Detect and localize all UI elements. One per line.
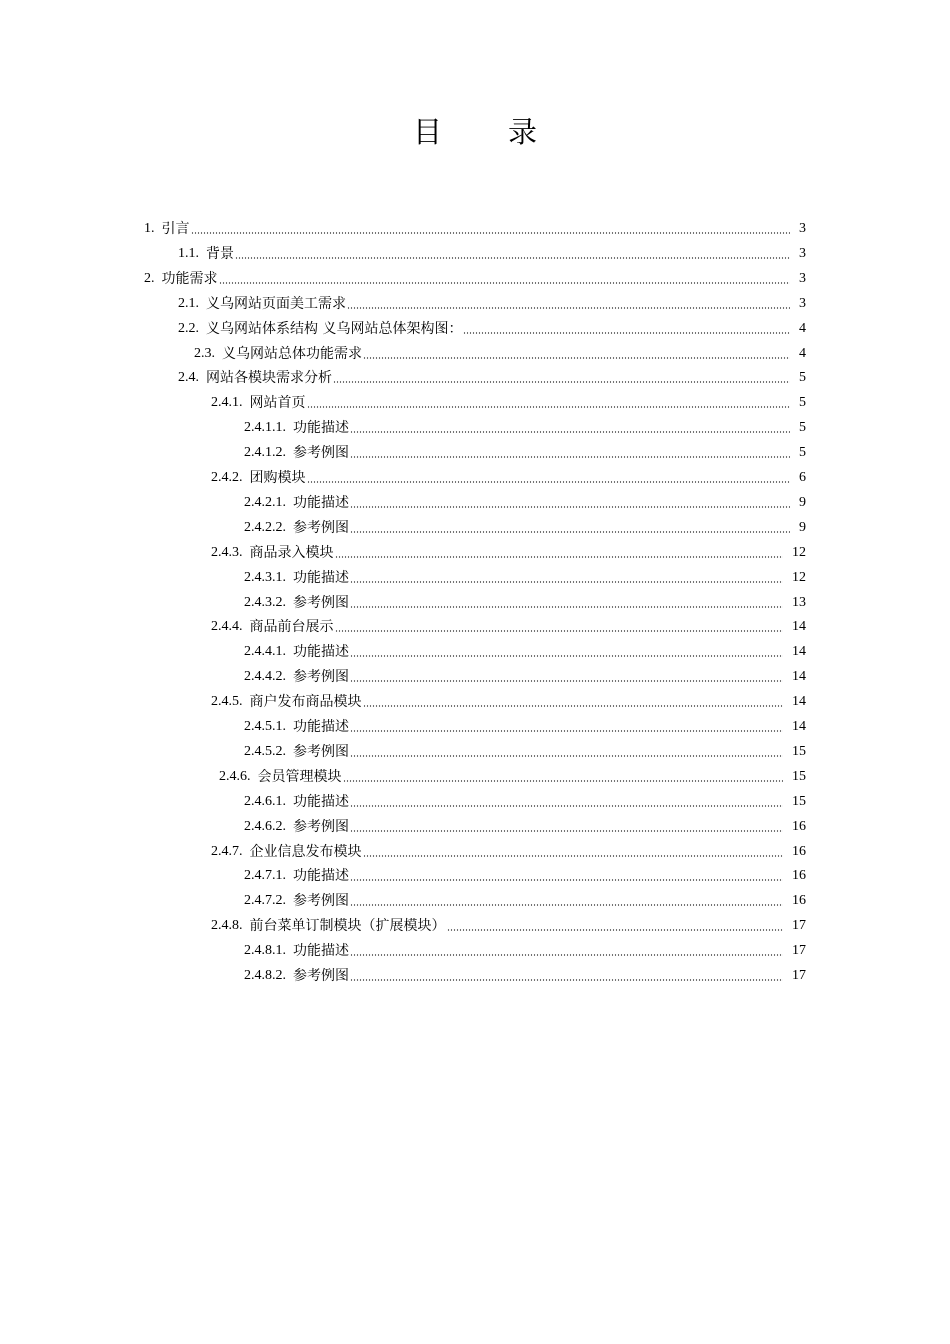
toc-entry-page: 14 <box>792 694 806 710</box>
page-title: 目录 <box>412 115 603 149</box>
toc-dot-leader <box>350 879 783 881</box>
toc-dot-leader <box>350 979 783 981</box>
toc-dot-leader <box>350 431 790 433</box>
toc-dot-leader <box>463 332 790 334</box>
toc-entry-page: 14 <box>792 644 806 660</box>
toc-entry-page: 3 <box>799 245 806 261</box>
toc-entry-page: 4 <box>799 345 806 361</box>
toc-entry-title: 功能描述 <box>293 569 349 586</box>
toc-entry-title: 功能描述 <box>293 719 349 735</box>
toc-entry[interactable] <box>244 888 806 910</box>
toc-entry-number: 2.4.2.2. <box>244 519 286 535</box>
toc-entry-title: 功能描述 <box>293 943 349 960</box>
toc-entry-page: 16 <box>792 818 806 834</box>
toc-entry[interactable] <box>244 515 806 537</box>
toc-entry-page: 15 <box>792 743 806 759</box>
toc-entry-title: 功能需求 <box>161 270 218 287</box>
toc-entry-number: 2.4.4.2. <box>244 669 286 685</box>
toc-entry-number: 2.2. <box>178 320 199 336</box>
toc-entry-title: 参考例图 <box>293 818 349 835</box>
toc-entry-page: 5 <box>799 445 806 461</box>
toc-entry-number: 2.4.6.2. <box>244 818 286 834</box>
toc-dot-leader <box>350 954 783 956</box>
toc-entry-number: 1.1. <box>178 245 199 261</box>
toc-entry[interactable] <box>194 341 806 363</box>
toc-entry-page: 3 <box>799 295 806 311</box>
toc-entry-title: 参考例图 <box>293 743 349 760</box>
toc-entry[interactable] <box>244 739 806 761</box>
toc-entry-number: 2.4.5.1. <box>244 719 286 734</box>
toc-entry-title: 背景 <box>206 245 234 262</box>
toc-entry-title: 网站各模块需求分析 <box>206 370 332 387</box>
toc-dot-leader <box>350 531 790 533</box>
toc-entry[interactable] <box>244 963 806 985</box>
toc-entry-number: 1. <box>144 221 155 236</box>
toc-entry[interactable] <box>178 241 806 263</box>
toc-entry-title: 团购模块 <box>249 470 306 486</box>
toc-entry-title: 参考例图 <box>293 445 349 462</box>
toc-entry-title: 商品录入模块 <box>249 544 334 561</box>
toc-entry-number: 2.4.6. <box>219 768 251 784</box>
toc-dot-leader <box>350 730 783 732</box>
toc-entry-number: 2.4.8.2. <box>244 968 286 983</box>
toc-entry-page: 15 <box>792 793 806 809</box>
toc-entry[interactable] <box>244 440 806 462</box>
toc-entry-page: 12 <box>792 544 806 560</box>
toc-entry[interactable] <box>178 365 806 387</box>
toc-entry-number: 2.4.5. <box>211 694 243 710</box>
toc-entry-title: 功能描述 <box>293 494 349 511</box>
toc-entry-number: 2.4.3. <box>211 544 243 560</box>
toc-entry-number: 2.4.2.1. <box>244 494 286 510</box>
toc-dot-leader <box>363 705 784 707</box>
toc-entry-number: 2.4.6.1. <box>244 793 286 809</box>
toc-entry-number: 2. <box>144 270 155 286</box>
toc-entry-number: 2.4.4. <box>211 619 243 635</box>
toc-dot-leader <box>350 755 783 757</box>
toc-entry[interactable] <box>244 814 806 836</box>
toc-entry-number: 2.4. <box>178 370 199 386</box>
toc-entry-page: 16 <box>792 843 806 859</box>
toc-dot-leader <box>350 805 783 807</box>
toc-entry-page: 14 <box>792 669 806 685</box>
toc-entry-page: 14 <box>792 719 806 734</box>
toc-entry[interactable] <box>244 863 806 885</box>
toc-entry[interactable] <box>244 565 806 587</box>
toc-entry[interactable] <box>211 614 806 636</box>
toc-dot-leader <box>350 606 783 608</box>
toc-entry-title: 会员管理模块 <box>257 768 342 785</box>
toc-entry-number: 2.4.8. <box>211 918 243 934</box>
toc-entry-title: 参考例图 <box>293 669 349 686</box>
toc-entry-page: 3 <box>799 270 806 286</box>
toc-entry[interactable] <box>144 216 806 238</box>
toc-entry-page: 5 <box>799 420 806 436</box>
toc-entry[interactable] <box>244 415 806 437</box>
toc-dot-leader <box>335 630 784 632</box>
toc-entry-number: 2.4.7.2. <box>244 893 286 909</box>
toc-entry-title: 参考例图 <box>293 968 349 984</box>
toc-dot-leader <box>350 581 783 583</box>
toc-entry-title: 企业信息发布模块 <box>249 843 362 860</box>
toc-entry-title: 功能描述 <box>293 868 349 885</box>
toc-dot-leader <box>350 506 790 508</box>
toc-dot-leader <box>350 456 790 458</box>
toc-entry-page: 5 <box>799 370 806 386</box>
toc-entry-page: 3 <box>799 221 806 236</box>
toc-entry-title: 义乌网站总体功能需求 <box>222 345 362 362</box>
toc-entry-title: 义乌网站页面美工需求 <box>206 295 346 312</box>
toc-dot-leader <box>347 307 790 309</box>
toc-entry-number: 2.4.8.1. <box>244 943 286 959</box>
toc-entry-title: 功能描述 <box>293 644 349 661</box>
toc-dot-leader <box>350 680 783 682</box>
table-of-contents <box>0 216 950 996</box>
toc-dot-leader <box>447 929 784 931</box>
toc-entry-title: 功能描述 <box>293 420 349 437</box>
toc-entry[interactable] <box>244 590 806 612</box>
toc-entry-page: 12 <box>792 569 806 585</box>
toc-entry-title: 参考例图 <box>293 594 349 611</box>
toc-entry-number: 2.4.1. <box>211 395 243 411</box>
toc-entry[interactable] <box>244 938 806 960</box>
toc-entry-number: 2.3. <box>194 345 215 361</box>
toc-entry-number: 2.4.7. <box>211 843 243 859</box>
toc-dot-leader <box>235 257 790 259</box>
toc-dot-leader <box>333 381 790 383</box>
toc-entry-title: 参考例图 <box>293 893 349 910</box>
toc-dot-leader <box>191 232 791 234</box>
toc-entry[interactable] <box>178 291 806 313</box>
toc-entry-page: 14 <box>792 619 806 635</box>
toc-entry-page: 5 <box>799 395 806 411</box>
toc-entry[interactable] <box>178 316 806 338</box>
toc-dot-leader <box>307 481 791 483</box>
toc-entry-page: 13 <box>792 594 806 610</box>
toc-entry[interactable] <box>211 540 806 562</box>
toc-entry[interactable] <box>211 913 806 935</box>
toc-entry-page: 17 <box>792 918 806 934</box>
toc-entry-title: 功能描述 <box>293 793 349 810</box>
toc-dot-leader <box>307 406 791 408</box>
toc-entry-number: 2.4.4.1. <box>244 644 286 660</box>
toc-entry-number: 2.4.3.1. <box>244 569 286 585</box>
toc-entry[interactable] <box>244 664 806 686</box>
toc-entry[interactable] <box>219 764 806 786</box>
toc-entry-number: 2.1. <box>178 295 199 311</box>
toc-dot-leader <box>363 855 784 857</box>
toc-entry-number: 2.4.5.2. <box>244 743 286 759</box>
toc-entry[interactable] <box>244 714 806 736</box>
toc-entry-page: 4 <box>799 320 806 336</box>
toc-entry-title: 引言 <box>161 221 190 237</box>
toc-dot-leader <box>350 830 783 832</box>
toc-entry-page: 9 <box>799 494 806 510</box>
toc-entry-number: 2.4.3.2. <box>244 594 286 610</box>
toc-entry[interactable] <box>211 465 806 487</box>
toc-entry-title: 前台菜单订制模块（扩展模块） <box>249 918 446 935</box>
toc-entry-number: 2.4.1.2. <box>244 445 286 461</box>
toc-entry[interactable] <box>244 639 806 661</box>
toc-dot-leader <box>343 780 784 782</box>
toc-entry-page: 9 <box>799 519 806 535</box>
toc-entry[interactable] <box>211 390 806 412</box>
toc-entry-title: 商户发布商品模块 <box>249 694 362 711</box>
toc-entry-page: 17 <box>792 968 806 983</box>
toc-entry[interactable] <box>211 689 806 711</box>
toc-dot-leader <box>350 904 783 906</box>
toc-entry-page: 16 <box>792 893 806 909</box>
toc-entry-title: 义乌网站体系结构 义乌网站总体架构图： <box>206 320 463 337</box>
toc-entry[interactable] <box>244 789 806 811</box>
toc-entry[interactable] <box>144 266 806 288</box>
toc-entry-title: 商品前台展示 <box>249 619 334 636</box>
toc-dot-leader <box>335 556 784 558</box>
toc-entry[interactable] <box>211 839 806 861</box>
toc-entry-page: 15 <box>792 768 806 784</box>
toc-entry-number: 2.4.1.1. <box>244 420 286 436</box>
toc-entry-title: 网站首页 <box>249 395 306 412</box>
toc-entry[interactable] <box>244 490 806 512</box>
toc-entry-title: 参考例图 <box>293 519 349 536</box>
toc-entry-page: 6 <box>799 470 806 485</box>
toc-dot-leader <box>350 655 783 657</box>
toc-entry-number: 2.4.7.1. <box>244 868 286 884</box>
toc-dot-leader <box>219 282 791 284</box>
toc-entry-page: 16 <box>792 868 806 884</box>
toc-entry-page: 17 <box>792 943 806 959</box>
toc-dot-leader <box>363 357 790 359</box>
toc-entry-number: 2.4.2. <box>211 470 243 485</box>
